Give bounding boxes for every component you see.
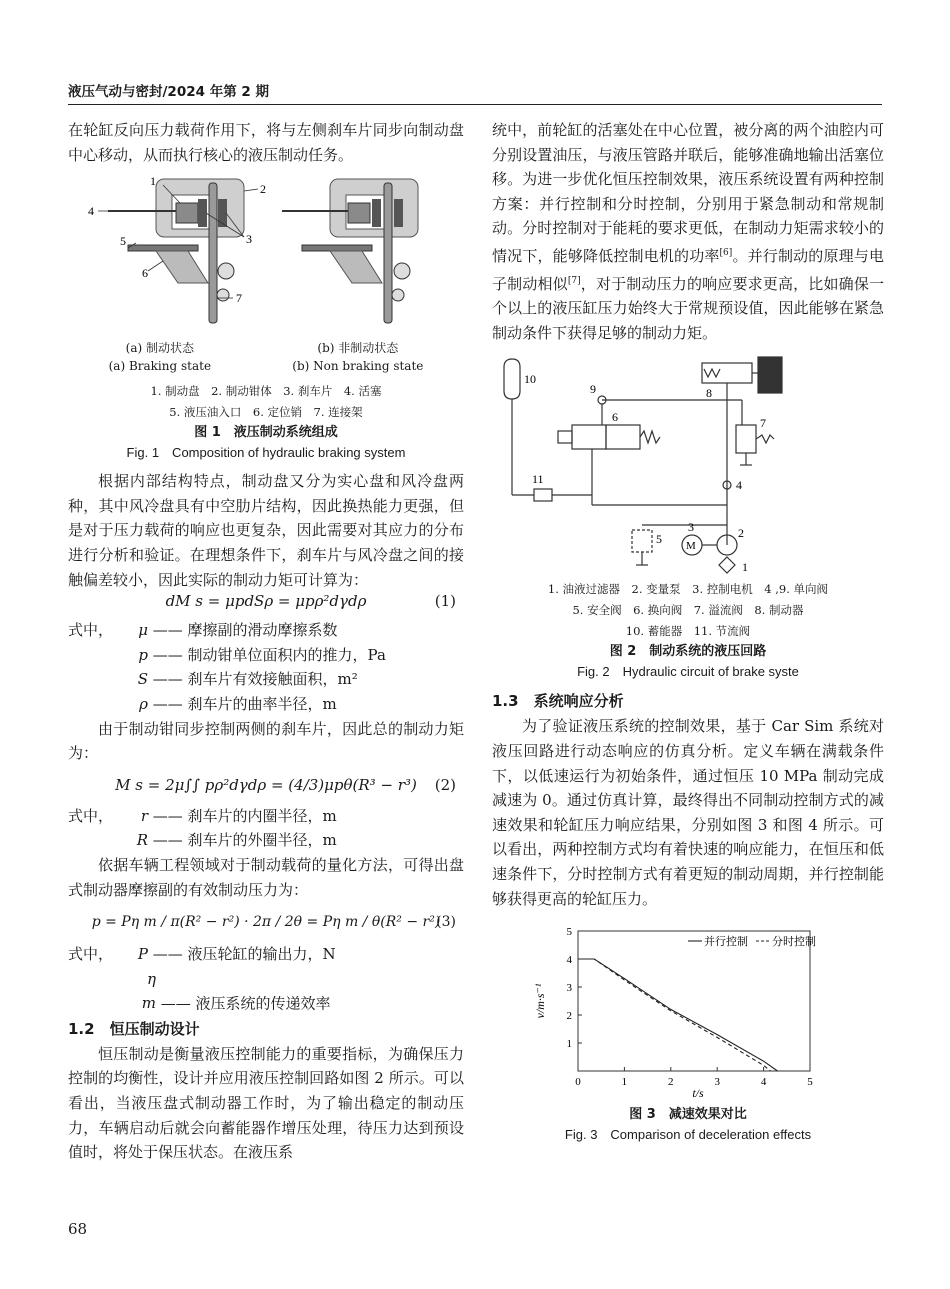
- var-eta-symbol: η m: [141, 969, 156, 1013]
- figure-1b-drawing: [282, 179, 418, 323]
- chart-y-tick-label: 3: [566, 982, 572, 995]
- fig2-label-3: 3: [688, 520, 694, 535]
- var-R-desc: —— 刹车片的外圈半径，m: [152, 831, 337, 850]
- fig2-label-2: 2: [738, 526, 744, 541]
- var-eta-desc: —— 液压系统的传递效率: [160, 994, 331, 1013]
- fig1-caption-en: Fig. 1 Composition of hydraulic braking system: [126, 445, 406, 461]
- fig1-label-4: 1: [150, 174, 156, 189]
- chart-x-tick-label: 2: [668, 1076, 674, 1089]
- right-paragraph-1b: 。并行制动的原理与电子制动相似: [492, 246, 884, 293]
- where-3: 式中，: [68, 945, 114, 964]
- equation-1-body: dM s = μpdSρ = μpρ²dγdρ: [165, 592, 367, 611]
- var-rho-desc: —— 刹车片的曲率半径，m: [152, 694, 337, 713]
- fig2-legend-line-3: 10. 蓄能器 11. 节流阀: [625, 624, 751, 639]
- chart-x-tick-label: 4: [760, 1076, 767, 1089]
- fig2-legend-line-2: 5. 安全阀 6. 换向阀 7. 溢流阀 8. 制动器: [572, 603, 804, 618]
- fig2-label-5: 5: [656, 532, 662, 547]
- figure-1-drawing: [68, 173, 464, 333]
- chart-legend-label-1: 并行控制: [704, 936, 748, 949]
- fig2-motor-M: M: [686, 540, 696, 553]
- right-column: [492, 118, 884, 1145]
- var-r-desc: —— 刹车片的内圈半径，m: [152, 806, 337, 825]
- section-1-3-heading: 1.3 系统响应分析: [492, 692, 624, 711]
- fig1-legend-line-1: 1. 制动盘 2. 制动钳体 3. 刹车片 4. 活塞: [150, 384, 382, 399]
- chart-y-tick-label: 2: [566, 1010, 572, 1023]
- chart-y-label: v/m·s⁻¹: [533, 983, 547, 1019]
- fig2-label-9: 9: [590, 382, 596, 397]
- fig1-label-6: 5: [120, 234, 126, 249]
- chart-x-tick-label: 0: [575, 1076, 581, 1089]
- var-p-desc: —— 制动钳单位面积内的推力，Pa: [152, 645, 386, 664]
- fig2-label-11: 11: [532, 472, 544, 487]
- equation-2-number: (2): [434, 775, 456, 794]
- var-P-symbol: P: [137, 945, 148, 964]
- var-S-desc: —— 刹车片有效接触面积，m²: [152, 670, 358, 689]
- figure-1a-drawing: [88, 174, 266, 323]
- fig2-label-4: 4: [736, 478, 742, 493]
- fig3-caption-en: Fig. 3 Comparison of deceleration effects: [564, 1127, 812, 1143]
- var-mu-desc: —— 摩擦副的滑动摩擦系数: [152, 621, 338, 640]
- figure-2: [492, 355, 884, 682]
- chart-y-tick-label: 1: [566, 1038, 572, 1051]
- equation-2-body: M s = 2μ∫∫ pρ²dγdρ = (4/3)μpθ(R³ − r³): [115, 775, 417, 794]
- equation-3-body: p = Pη m / π(R² − r²) · 2π / 2θ = Pη m / θ(R² − r²): [91, 914, 441, 931]
- var-r-symbol: r: [140, 806, 148, 825]
- fig1-caption-cn: 图 1 液压制动系统组成: [194, 425, 338, 441]
- right-paragraph-1: [492, 118, 884, 345]
- fig2-caption-en: Fig. 2 Hydraulic circuit of brake syste: [577, 664, 799, 680]
- fig2-label-10: 10: [524, 372, 536, 387]
- chart-x-tick-label: 1: [621, 1076, 628, 1089]
- fig3-caption-cn: 图 3 减速效果对比: [629, 1107, 747, 1123]
- page-number: 68: [68, 1220, 88, 1238]
- var-mu-symbol: μ: [138, 621, 148, 640]
- fig2-legend-line-1: 1. 油液过滤器 2. 变量泵 3. 控制电机 4 ,9. 单向阀: [547, 582, 829, 597]
- left-paragraph-2: 根据内部结构特点，制动盘又分为实心盘和风冷盘两种，其中风冷盘具有中空肋片结构，因此换热能力更强，但是对于压力载荷的响应也更复杂，因此需要对其应力的分布进行分析和验证。在理想条件下，刹车片与风冷盘之间的接触偏差较小，因此实际的制动力矩可计算为：: [68, 472, 464, 589]
- where-2: 式中，: [68, 806, 114, 825]
- left-paragraph-5: 恒压制动是衡量液压控制能力的重要指标，为确保压力控制的均衡性，设计并应用液压控制回路如图 2 所示。可以看出，当液压盘式制动器工作时，为了输出稳定的制动压力，车辆启动后就会向蓄能器作增压处理，待压力达到预设值时，将处于保压状态。在液压系: [68, 1044, 464, 1162]
- figure-1: [68, 173, 464, 463]
- fig1-label-5: 4: [88, 204, 94, 219]
- var-R-symbol: R: [136, 831, 148, 850]
- figure-2-hydraulic-circuit: [492, 355, 884, 575]
- chart-y-tick-label: 4: [566, 954, 572, 967]
- left-column: [68, 118, 464, 1165]
- figure-3: [492, 921, 884, 1145]
- fig1b-caption-cn: (b) 非制动状态: [317, 341, 399, 356]
- fig1-label-3: 3: [246, 232, 252, 247]
- fig2-label-7: 7: [760, 416, 766, 431]
- ref-6: [6]: [719, 247, 733, 258]
- section-1-2-heading: 1.2 恒压制动设计: [68, 1019, 200, 1038]
- equation-2: [68, 766, 464, 804]
- chart-legend-label-2: 分时控制: [772, 936, 816, 949]
- fig1-legend-line-2: 5. 液压油入口 6. 定位销 7. 连接架: [169, 405, 363, 420]
- chart-x-tick-label: 5: [807, 1076, 813, 1089]
- where-1: 式中，: [68, 621, 114, 640]
- figure-3-chart: [492, 921, 884, 1101]
- fig1b-caption-en: (b) Non braking state: [292, 359, 424, 374]
- chart-series-line-2: [578, 959, 771, 1071]
- ref-7: [7]: [567, 275, 581, 286]
- chart-y-tick-label: 5: [566, 926, 572, 939]
- fig1-label-1: 7: [236, 291, 242, 306]
- fig2-caption-cn: 图 2 制动系统的液压回路: [609, 644, 767, 660]
- fig2-label-8: 8: [706, 386, 712, 401]
- header-rule: [68, 104, 882, 105]
- left-paragraph-3: 由于制动钳同步控制两侧的刹车片，因此总的制动力矩为：: [68, 719, 464, 763]
- chart-plot-frame: [578, 931, 810, 1071]
- equation-1-number: (1): [434, 592, 456, 611]
- chart-series-line-1: [578, 959, 778, 1071]
- vars-1: [132, 618, 464, 716]
- equation-3: [68, 902, 464, 942]
- left-paragraph-1: 在轮缸反向压力载荷作用下，将与左侧刹车片同步向制动盘中心移动，从而执行核心的液压制动任务。: [68, 121, 464, 164]
- fig1-label-2: 2: [260, 182, 266, 197]
- right-paragraph-2: 为了验证液压系统的控制效果，基于 Car Sim 系统对液压回路进行动态响应的仿真分析。定义车辆在满载条件下，以低速运行为初始条件，通过恒压 10 MPa 制动完成减速为 0。通过仿真计算，最终得出不同制动控制方式的减速效果和轮缸压力响应结果，分别如图 3 和图 4 所示。可以看出，两种控制方式均有着快速的响应能力，在恒压和低速条件下，分时控制方式有着更短的制动周期，并行控制能够获得更高的轮缸压力。: [492, 717, 884, 908]
- var-p-symbol: p: [138, 645, 148, 664]
- equation-3-number: (3): [436, 914, 456, 931]
- right-paragraph-1c: ，对于制动压力的响应要求更高，比如确保一个以上的液压缸压力始终大于常规预设值，因此能够在紧急制动条件下获得足够的制动力矩。: [492, 274, 884, 342]
- fig1a-caption-cn: (a) 制动状态: [125, 341, 194, 356]
- left-paragraph-4: 依据车辆工程领域对于制动载荷的量化方法，可得出盘式制动器摩擦副的有效制动压力为：: [68, 855, 464, 899]
- var-rho-symbol: ρ: [139, 694, 148, 713]
- fig1-label-7: 6: [142, 266, 148, 281]
- var-P-desc: —— 液压轮缸的输出力，N: [152, 945, 336, 964]
- fig1a-caption-en: (a) Braking state: [108, 359, 212, 374]
- fig2-label-6: 6: [612, 410, 618, 425]
- var-S-symbol: S: [137, 670, 148, 689]
- vars-2: [132, 804, 464, 853]
- chart-x-tick-label: 3: [714, 1076, 720, 1089]
- right-paragraph-1a: 统中，前轮缸的活塞处在中心位置，被分离的两个油腔内可分别设置油压，与液压管路并联后，能够准确地输出活塞位移。为进一步优化恒压控制效果，液压系统设置有两种控制方案：并行控制和分时控制，分别用于紧急制动和常规制动。分时控制对于能耗的要求更低，在制动力矩需求较小的情况下，能够降低控制电机的功率: [492, 121, 884, 265]
- fig2-label-1: 1: [742, 560, 748, 575]
- equation-1: [68, 592, 464, 618]
- chart-x-label: t/s: [692, 1086, 704, 1101]
- vars-3: [132, 942, 464, 1016]
- journal-header: 液压气动与密封/2024 年第 2 期: [68, 84, 269, 100]
